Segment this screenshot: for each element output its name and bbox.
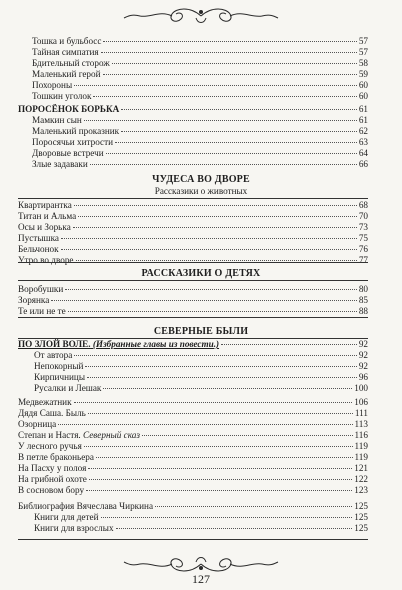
toc-entry-page: 85 [358, 295, 368, 305]
toc-entry-title: В петле браконьера [18, 452, 94, 462]
dot-leader [87, 377, 357, 378]
dot-leader [142, 435, 353, 436]
dot-leader [65, 289, 357, 290]
toc-entry-page: 122 [354, 474, 368, 484]
dot-leader [88, 468, 352, 469]
toc-entry[interactable] [18, 104, 368, 115]
toc-entry-title: Книги для детей [34, 512, 99, 522]
toc-entry[interactable] [18, 474, 368, 485]
toc-entry-page: 63 [358, 137, 368, 147]
section-divider [18, 317, 368, 318]
toc-entry-subtitle: (Избранные главы из повести.) [90, 339, 220, 349]
dot-leader [84, 446, 353, 447]
toc-entry[interactable] [34, 372, 368, 383]
toc-entry-page: 116 [354, 430, 368, 440]
dot-leader [74, 355, 357, 356]
toc-entry-title: Озорница [18, 419, 57, 429]
dot-leader [61, 238, 357, 239]
dot-leader [74, 402, 353, 403]
toc-entry[interactable] [18, 255, 368, 266]
toc-entry-page: 66 [358, 159, 368, 169]
dot-leader [58, 424, 352, 425]
toc-entry-title: Русалки и Лешак [34, 383, 102, 393]
toc-entry-page: 88 [358, 306, 368, 316]
section-heading: РАССКАЗИКИ О ДЕТЯХ [141, 268, 261, 279]
top-ornament [0, 4, 402, 28]
toc-entry-title: Бельчонок [18, 244, 59, 254]
toc-entry-title: Похороны [32, 80, 73, 90]
toc-entry-title: Бдительный сторож [32, 58, 110, 68]
toc-entry-title: Квартирантка [18, 200, 72, 210]
toc-entry[interactable] [34, 512, 368, 523]
toc-entry-title: На Пасху у полоя [18, 463, 87, 473]
toc-entry-page: 123 [354, 485, 368, 495]
dot-leader [103, 74, 357, 75]
toc-entry[interactable] [18, 485, 368, 496]
toc-entry[interactable] [34, 383, 368, 394]
toc-entry-title: В сосновом бору [18, 485, 85, 495]
dot-leader [85, 366, 356, 367]
toc-entry-title: Злые задаваки [32, 159, 88, 169]
dot-leader [106, 153, 357, 154]
dot-leader [103, 41, 356, 42]
toc-entry-page: 106 [354, 397, 368, 407]
dot-leader [68, 311, 357, 312]
toc-entry-subtitle: Северный сказ [80, 430, 140, 440]
section-divider [18, 280, 368, 281]
toc-entry[interactable] [32, 91, 368, 102]
toc-entry-title: Поросячьи хитрости [32, 137, 114, 147]
dot-leader [221, 344, 357, 345]
toc-entry-page: 111 [354, 408, 368, 418]
toc-entry-page: 119 [354, 452, 368, 462]
section-heading: ЧУДЕСА ВО ДВОРЕ [152, 174, 250, 185]
toc-entry[interactable] [32, 159, 368, 170]
page-number: 127 [192, 572, 210, 586]
toc-entry-page: 77 [358, 255, 368, 265]
toc-entry-title: Кирпичницы [34, 372, 86, 382]
toc-entry-title: Утро во дворе [18, 255, 74, 265]
dot-leader [73, 227, 357, 228]
dot-leader [155, 506, 352, 507]
toc-entry-title: Зорянка [18, 295, 50, 305]
toc-entry-title: Библиография Вячеслава Чиркина [18, 501, 154, 511]
toc-entry-page: 100 [354, 383, 368, 393]
dot-leader [112, 63, 357, 64]
toc-entry-page: 70 [358, 211, 368, 221]
dot-leader [76, 260, 357, 261]
toc-entry[interactable] [34, 350, 368, 361]
dot-leader [78, 216, 357, 217]
dot-leader [84, 120, 357, 121]
toc-entry-page: 125 [354, 512, 368, 522]
toc-entry-page: 61 [358, 104, 368, 114]
toc-entry-page: 125 [354, 523, 368, 533]
toc-entry[interactable] [34, 523, 368, 534]
toc-entry-page: 57 [358, 47, 368, 57]
toc-entry-page: 92 [358, 361, 368, 371]
toc-entry-title: Тошкин уголок [32, 91, 92, 101]
toc-entry[interactable] [18, 430, 368, 441]
toc-entry[interactable] [32, 58, 368, 69]
toc-entry[interactable] [32, 47, 368, 58]
toc-entry-title: ПО ЗЛОЙ ВОЛЕ. (Избранные главы из повести.) [18, 339, 220, 349]
dot-leader [121, 131, 357, 132]
toc-entry-page: 57 [358, 36, 368, 46]
toc-entry-page: 58 [358, 58, 368, 68]
section-divider [18, 198, 368, 199]
dot-leader [103, 388, 352, 389]
toc-entry-title: Те или не те [18, 306, 66, 316]
dot-leader [61, 249, 357, 250]
dot-leader [121, 109, 357, 110]
dot-leader [86, 490, 352, 491]
toc-entry-title: У лесного ручья [18, 441, 82, 451]
toc-entry-page: 96 [358, 372, 368, 382]
toc-entry-title: От автора [34, 350, 73, 360]
toc-entry-title: Титан и Альма [18, 211, 77, 221]
toc-entry-page: 64 [358, 148, 368, 158]
dot-leader [89, 479, 352, 480]
toc-entry[interactable] [18, 211, 368, 222]
toc-entry-title: ПОРОСЁНОК БОРЬКА [18, 104, 120, 114]
toc-entry[interactable] [32, 148, 368, 159]
toc-entry[interactable] [32, 137, 368, 148]
toc-entry[interactable] [18, 408, 368, 419]
section-divider [18, 262, 368, 263]
dot-leader [93, 96, 356, 97]
toc-entry-title: Книги для взрослых [34, 523, 114, 533]
toc-entry-page: 60 [358, 80, 368, 90]
dot-leader [116, 528, 353, 529]
toc-entry-title: Маленький герой [32, 69, 101, 79]
toc-entry-title: Мамкин сын [32, 115, 82, 125]
toc-entry[interactable] [18, 452, 368, 463]
toc-entry-title: Непокорный [34, 361, 84, 371]
section-subheading: Рассказики о животных [154, 186, 248, 196]
toc-entry-title: Степан и Настя. Северный сказ [18, 430, 140, 440]
toc-entry-title: Тайная симпатия [32, 47, 99, 57]
toc-entry[interactable] [18, 284, 368, 295]
toc-entry[interactable] [18, 233, 368, 244]
toc-entry-page: 75 [358, 233, 368, 243]
toc-entry[interactable] [18, 295, 368, 306]
toc-entry[interactable] [18, 463, 368, 474]
toc-entry-page: 80 [358, 284, 368, 294]
dot-leader [101, 517, 353, 518]
toc-entry[interactable] [18, 419, 368, 430]
dot-leader [88, 413, 353, 414]
toc-entry[interactable] [32, 69, 368, 80]
toc-entry[interactable] [18, 244, 368, 255]
toc-entry-page: 60 [358, 91, 368, 101]
toc-entry-page: 62 [358, 126, 368, 136]
toc-entry-page: 76 [358, 244, 368, 254]
toc-entry-title: На грибной охоте [18, 474, 87, 484]
toc-entry-page: 119 [354, 441, 368, 451]
toc-entry[interactable] [18, 222, 368, 233]
dot-leader [51, 300, 356, 301]
toc-entry-title: Дядя Саша. Быль [18, 408, 86, 418]
toc-entry[interactable] [18, 339, 368, 350]
toc-entry-page: 121 [354, 463, 368, 473]
toc-entry-page: 61 [358, 115, 368, 125]
toc-entry[interactable] [18, 501, 368, 512]
toc-entry-title: Воробушки [18, 284, 64, 294]
toc-entry[interactable] [32, 115, 368, 126]
toc-entry-title: Осы и Зорька [18, 222, 71, 232]
toc-entry-page: 92 [358, 350, 368, 360]
dot-leader [96, 457, 353, 458]
toc-entry[interactable] [18, 200, 368, 211]
toc-entry-page: 73 [358, 222, 368, 232]
toc-entry-page: 92 [358, 339, 368, 349]
toc-entry-title: Пустышка [18, 233, 59, 243]
toc-entry-title: Медвежатник [18, 397, 72, 407]
toc-entry-page: 68 [358, 200, 368, 210]
toc-entry-page: 113 [354, 419, 368, 429]
toc-entry[interactable] [18, 397, 368, 408]
toc-entry[interactable] [18, 306, 368, 317]
dot-leader [74, 205, 357, 206]
dot-leader [74, 85, 357, 86]
toc-entry-page: 59 [358, 69, 368, 79]
dot-leader [115, 142, 357, 143]
dot-leader [90, 164, 357, 165]
section-divider [18, 539, 368, 540]
section-heading: СЕВЕРНЫЕ БЫЛИ [153, 326, 249, 337]
toc-entry-page: 125 [354, 501, 368, 511]
toc-entry-title: Тошка и бульбосс [32, 36, 102, 46]
toc-entry[interactable] [32, 126, 368, 137]
toc-entry[interactable] [32, 80, 368, 91]
toc-entry-title: Дворовые встречи [32, 148, 104, 158]
dot-leader [101, 52, 357, 53]
toc-entry-title: Маленький проказник [32, 126, 120, 136]
toc-entry[interactable] [18, 441, 368, 452]
toc-entry[interactable] [34, 361, 368, 372]
toc-entry[interactable] [32, 36, 368, 47]
